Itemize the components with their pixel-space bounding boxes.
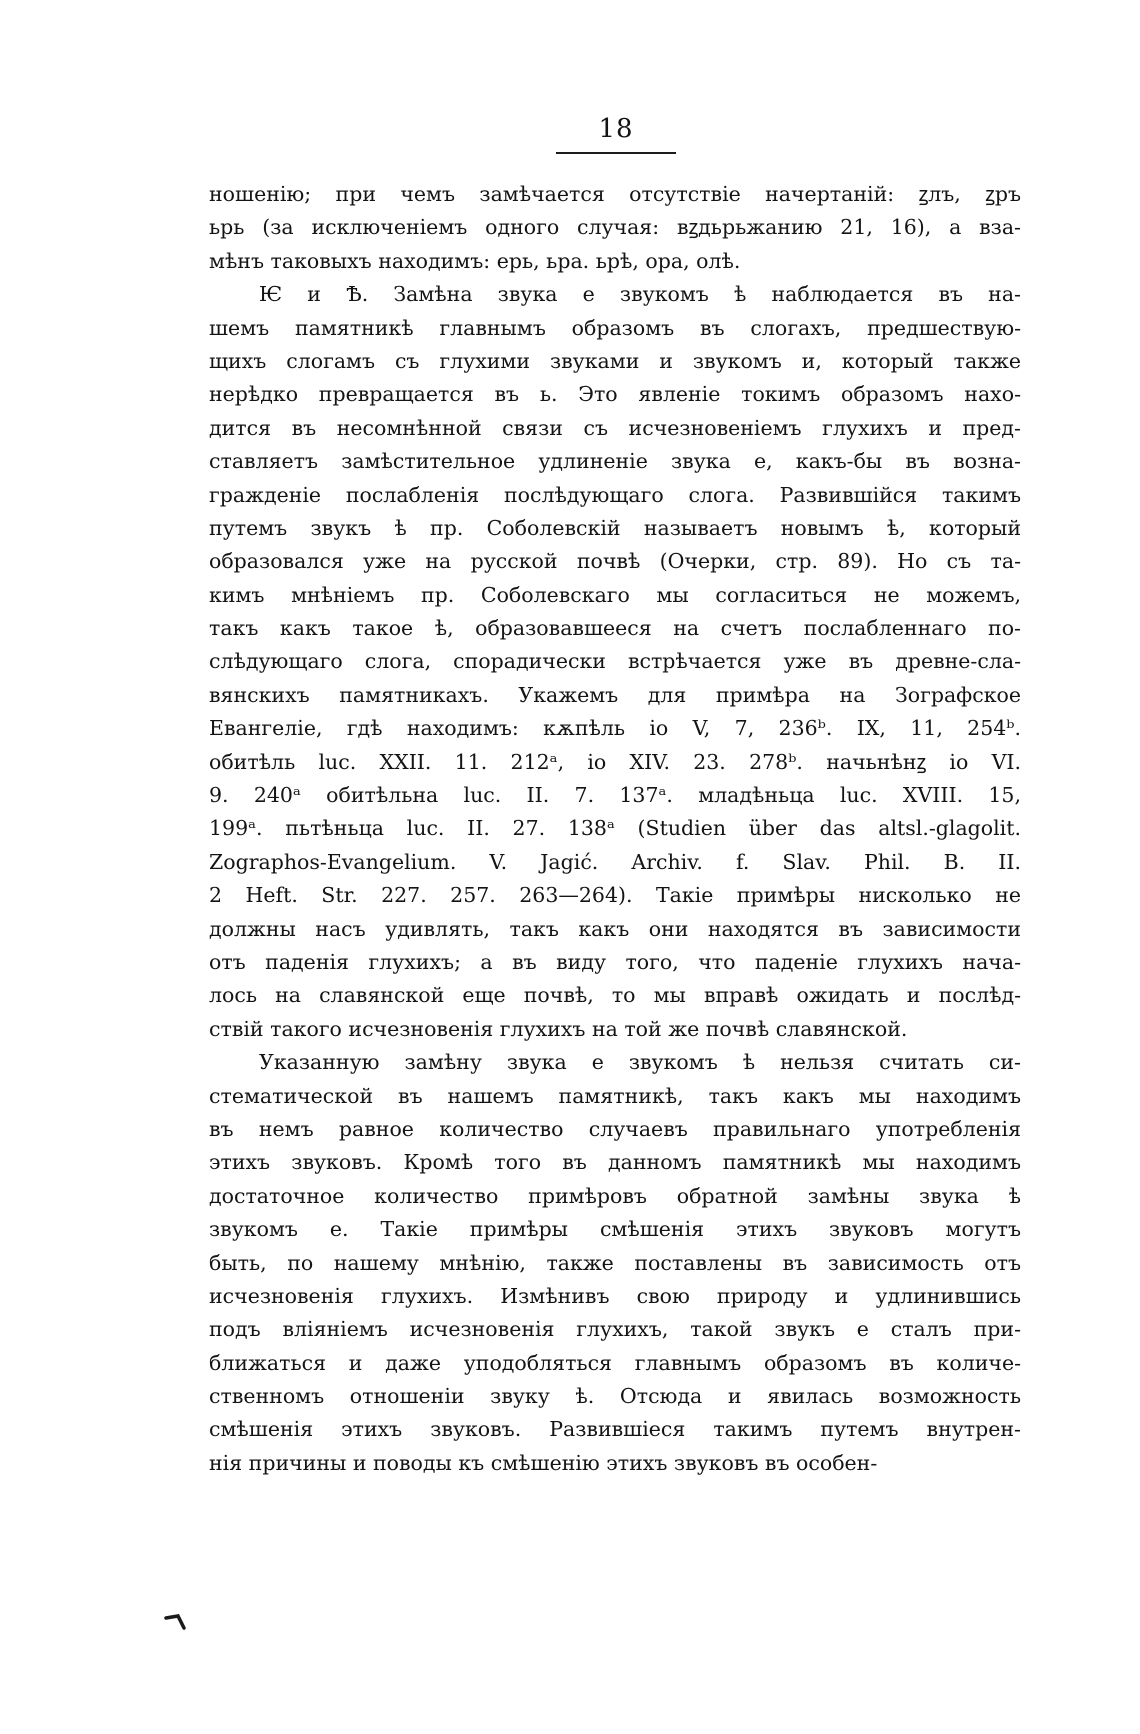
text-line: отъ паденія глухихъ; а въ виду того, что паденіе глухихъ нача- <box>209 949 1021 974</box>
text-line: дится въ несомнѣнной связи съ исчезновеніемъ глухихъ и пред- <box>209 415 1021 440</box>
text-line: Zographos-Evangelium. V. Jagić. Archiv. f. Slav. Phil. B. II. <box>209 849 1021 874</box>
text-line: такъ какъ такое ѣ, образовавшееся на счетъ послабленнаго по- <box>209 616 1021 641</box>
text-line: нерѣдко превращается въ ь. Это явленіе токимъ образомъ нахо- <box>209 382 1021 407</box>
text-line: Евангеліе, гдѣ находимъ: кѫпѣль іо V, 7, 236ᵇ. IX, 11, 254ᵇ. <box>209 716 1021 741</box>
text-line: обитѣль luc. XXII. 11. 212ᵃ, іо XIV. 23. 278ᵇ. начьнѣнꙁ іо VI. <box>209 749 1021 774</box>
text-line: ствій такого исчезновенія глухихъ на той же почвѣ славянской. <box>209 1016 908 1041</box>
text-line: кимъ мнѣніемъ пр. Соболевскаго мы согласиться не можемъ, <box>209 582 1021 607</box>
text-line: Ѥ и Ѣ. Замѣна звука е звукомъ ѣ наблюдается въ на- <box>259 282 1021 307</box>
text-line: 2 Heft. Str. 227. 257. 263—264). Такіе примѣры нисколько не <box>209 883 1021 908</box>
text-line: ношенію; при чемъ замѣчается отсутствіе начертаній: ꙁлъ, ꙁръ <box>209 182 1021 206</box>
page-number: 18 <box>598 114 634 144</box>
paragraph <box>209 278 1021 1046</box>
text-line: 199ᵃ. пьтѣньца luc. II. 27. 138ᵃ (Studien über das altsl.-glagolit. <box>209 816 1021 841</box>
text-line: должны насъ удивлять, такъ какъ они находятся въ зависимости <box>209 916 1021 941</box>
body-text <box>209 178 1021 1480</box>
text-line: 9. 240ᵃ обитѣльна luc. II. 7. 137ᵃ. младѣньца luc. XVIII. 15, <box>209 783 1021 808</box>
text-line: шемъ памятникѣ главнымъ образомъ въ слогахъ, предшествую- <box>209 315 1021 340</box>
text-line: звукомъ е. Такіе примѣры смѣшенія этихъ звуковъ могутъ <box>209 1217 1021 1242</box>
text-line: стематической въ нашемъ памятникѣ, такъ какъ мы находимъ <box>209 1083 1021 1108</box>
text-line: достаточное количество примѣровъ обратной замѣны звука ѣ <box>209 1183 1021 1208</box>
text-line: ближаться и даже уподобляться главнымъ образомъ въ количе- <box>209 1350 1021 1375</box>
text-line: быть, по нашему мнѣнію, также поставлены въ зависимость отъ <box>209 1250 1021 1275</box>
text-line: путемъ звукъ ѣ пр. Соболевскій называетъ новымъ ѣ, который <box>209 515 1021 540</box>
text-line: Указанную замѣну звука е звукомъ ѣ нельзя считать си- <box>259 1050 1021 1075</box>
margin-mark-icon <box>164 1612 188 1634</box>
text-line: подъ вліяніемъ исчезновенія глухихъ, такой звукъ е сталъ при- <box>209 1317 1021 1342</box>
text-line: мѣнъ таковыхъ находимъ: ерь, ьра. ьрѣ, ора, олѣ. <box>209 248 741 273</box>
text-line: смѣшенія этихъ звуковъ. Развившіеся такимъ путемъ внутрен- <box>209 1417 1021 1442</box>
text-line: щихъ слогамъ съ глухими звуками и звукомъ и, который также <box>209 348 1021 373</box>
text-line: гражденіе послабленія послѣдующаго слога. Развившійся такимъ <box>209 482 1021 507</box>
paragraph <box>209 178 1021 278</box>
text-line: ьрь (за исключеніемъ одного случая: вꙁдьрьжанию 21, 16), а вза- <box>209 215 1021 240</box>
text-line: ставляетъ замѣстительное удлиненіе звука е, какъ-бы въ возна- <box>209 449 1021 474</box>
text-line: этихъ звуковъ. Кромѣ того въ данномъ памятникѣ мы находимъ <box>209 1150 1021 1175</box>
text-line: нія причины и поводы къ смѣшенію этихъ звуковъ въ особен- <box>209 1450 878 1475</box>
page-number-rule <box>556 152 676 154</box>
text-line: въ немъ равное количество случаевъ правильнаго употребленія <box>209 1116 1021 1141</box>
text-line: ственномъ отношеніи звуку ѣ. Отсюда и явилась возможность <box>209 1384 1021 1409</box>
text-line: лось на славянской еще почвѣ, то мы вправѣ ожидать и послѣд- <box>209 983 1021 1008</box>
text-line: образовался уже на русской почвѣ (Очерки, стр. 89). Но съ та- <box>209 549 1021 574</box>
text-line: вянскихъ памятникахъ. Укажемъ для примѣра на Зографское <box>209 682 1021 707</box>
text-line: слѣдующаго слога, спорадически встрѣчается уже въ древне-сла- <box>209 649 1021 674</box>
text-line: исчезновенія глухихъ. Измѣнивъ свою природу и удлинившись <box>209 1283 1021 1308</box>
paragraph <box>209 1046 1021 1480</box>
